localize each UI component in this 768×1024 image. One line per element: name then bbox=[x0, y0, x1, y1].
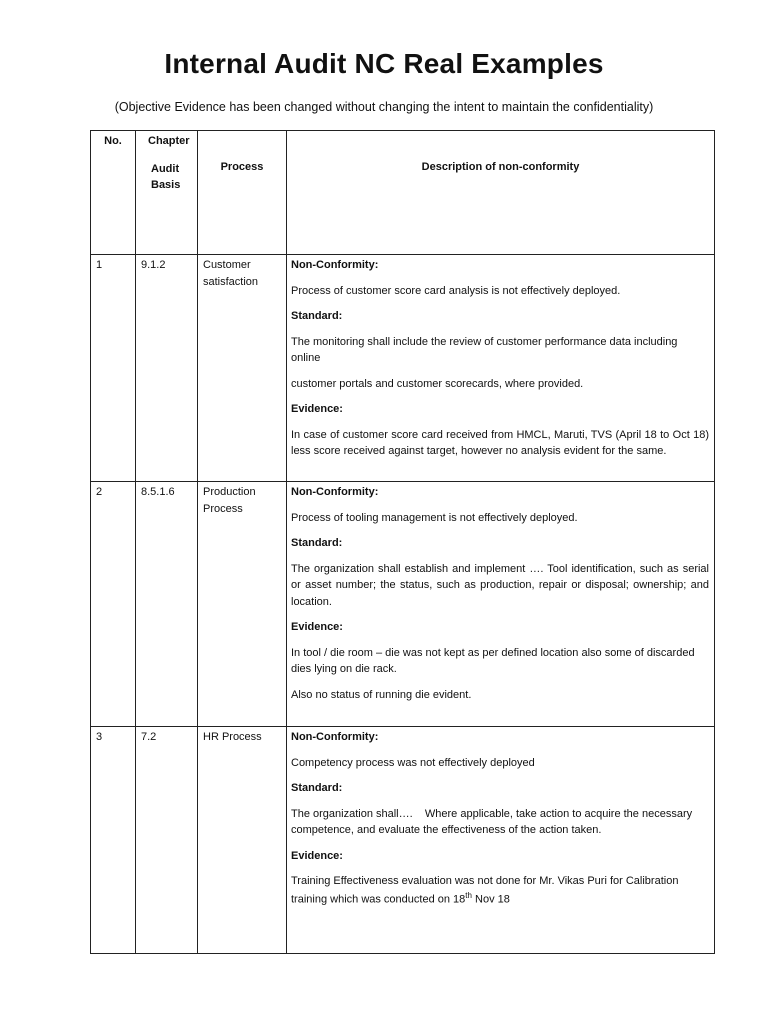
header-audit-basis: Audit Basis bbox=[151, 162, 181, 191]
standard-text: The organization shall…. Where applicable, take action to acquire the necessary competence, and evaluate the effectiveness of the action taken. bbox=[291, 807, 696, 836]
row-chapter: 7.2 bbox=[136, 727, 198, 954]
table-row bbox=[91, 482, 715, 727]
evidence-label: Evidence: bbox=[291, 849, 343, 862]
nc-label: Non-Conformity: bbox=[291, 731, 379, 743]
row-no: 2 bbox=[91, 482, 136, 727]
row-description bbox=[287, 255, 715, 482]
evidence-text-2: Also no status of running die evident. bbox=[291, 688, 472, 701]
header-chapter: Chapter bbox=[148, 135, 190, 147]
evidence-superscript: th bbox=[465, 890, 472, 900]
row-process: Customer satisfaction bbox=[198, 255, 287, 482]
nc-text: Process of tooling management is not effectively deployed. bbox=[291, 511, 578, 524]
standard-label: Standard: bbox=[291, 782, 343, 794]
row-no: 3 bbox=[91, 727, 136, 954]
row-no: 1 bbox=[91, 255, 136, 482]
row-chapter: 9.1.2 bbox=[136, 255, 198, 482]
evidence-label: Evidence: bbox=[291, 403, 343, 415]
evidence-text-post: Nov 18 bbox=[471, 893, 510, 906]
nc-text: Process of customer score card analysis is not effectively deployed. bbox=[291, 284, 621, 297]
nc-label: Non-Conformity: bbox=[291, 486, 379, 498]
row-description bbox=[287, 482, 715, 727]
page-subtitle: (Objective Evidence has been changed without changing the intent to maintain the confidentiality) bbox=[114, 100, 654, 114]
table-row bbox=[91, 255, 715, 482]
nc-label: Non-Conformity: bbox=[291, 259, 379, 271]
standard-text-2: customer portals and customer scorecards, where provided. bbox=[291, 377, 584, 390]
evidence-label: Evidence: bbox=[291, 621, 343, 633]
header-no: No. bbox=[91, 131, 136, 255]
page-title: Internal Audit NC Real Examples bbox=[164, 48, 604, 79]
standard-label: Standard: bbox=[291, 537, 343, 549]
header-chapter-cell bbox=[136, 131, 198, 255]
nc-table bbox=[90, 130, 715, 954]
standard-label: Standard: bbox=[291, 310, 343, 322]
row-chapter: 8.5.1.6 bbox=[136, 482, 198, 727]
evidence-text-pre: Training Effectiveness evaluation was not done for Mr. Vikas Puri for Calibration training which was conducted on 18 bbox=[291, 875, 679, 906]
row-process: Production Process bbox=[198, 482, 287, 727]
table-row bbox=[91, 727, 715, 954]
standard-text: The organization shall establish and implement …. Tool identification, such as serial or asset number; the status, such as production, repair or disposal; ownership; and location. bbox=[291, 562, 709, 608]
nc-text: Competency process was not effectively deployed bbox=[291, 756, 535, 769]
row-process: HR Process bbox=[198, 727, 287, 954]
row-description bbox=[287, 727, 715, 954]
standard-text: The monitoring shall include the review of customer performance data including online bbox=[291, 335, 678, 364]
header-description: Description of non-conformity bbox=[287, 131, 715, 255]
evidence-text bbox=[291, 873, 709, 908]
table-header-row bbox=[91, 131, 715, 255]
header-process: Process bbox=[198, 131, 287, 255]
evidence-text: In case of customer score card received from HMCL, Maruti, TVS (April 18 to Oct 18) less score received against target, however no analysis evident for the same. bbox=[291, 428, 709, 457]
evidence-text: In tool / die room – die was not kept as per defined location also some of discarded dies lying on die rack. bbox=[291, 646, 695, 675]
